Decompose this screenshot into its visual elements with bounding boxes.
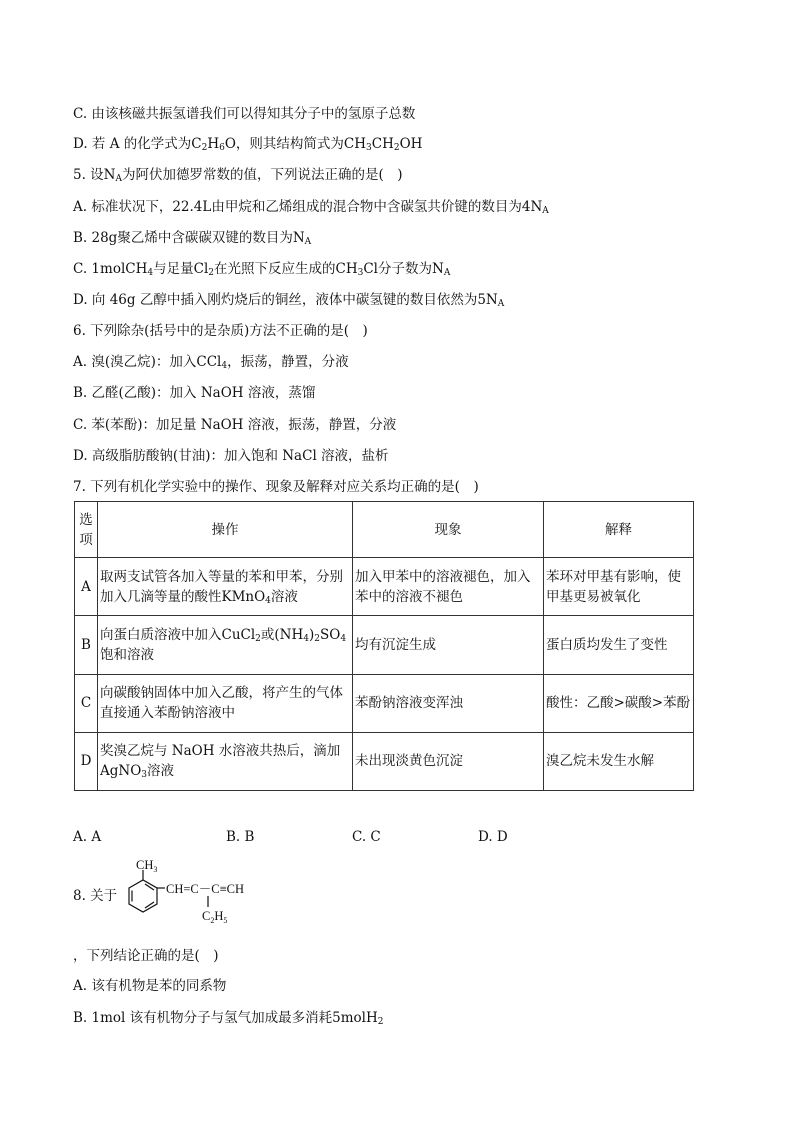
row-phenomenon: 加入甲苯中的溶液褪色，加入苯中的溶液不褪色 [353,558,544,616]
q6-stem: 6. 下列除杂(括号中的是杂质)方法不正确的是( ) [73,323,368,339]
q6-option-b: B. 乙醛(乙酸)：加入 NaOH 溶液，蒸馏 [73,385,316,401]
chain-label: CH=C－C≡CH [166,882,245,896]
header-operation: 操作 [98,502,353,558]
q5-option-c: C. 1molCH$_4$与足量$Cl_2$在光照下反应生成的$CH_3Cl$分子数为$N_A$ [73,261,451,278]
q6-option-a: A. 溴(溴乙烷)：加入CCl$_4$，振荡，静置，分液 [73,354,349,371]
row-explanation: 溴乙烷未发生水解 [544,732,694,790]
header-phenomenon: 现象 [353,502,544,558]
header-option: 选 项 [75,502,98,558]
q7-table [74,501,694,791]
q7-choice-d: D. D [478,829,508,845]
row-explanation: 酸性：乙酸>碳酸>苯酚 [544,674,694,732]
q4-option-c: C. 由该核磁共振氢谱我们可以得知其分子中的氢原子总数 [73,106,416,122]
q5-option-b: B. 28g聚乙烯中含碳碳双键的数目为$N_A$ [73,230,312,247]
q8-option-b: B. 1mol 该有机物分子与氢气加成最多消耗5molH$_2$ [73,1010,384,1027]
row-phenomenon: 均有沉淀生成 [353,616,544,674]
row-phenomenon: 苯酚钠溶液变浑浊 [353,674,544,732]
q7-choice-a: A. A [73,829,102,845]
q7-choice-c: C. C [352,829,381,845]
table-header-row [75,502,694,558]
q7-stem: 7. 下列有机化学实验中的操作、现象及解释对应关系均正确的是( ) [73,479,479,495]
c2h5-label: $C_2H_5$ [202,909,228,925]
q7-choice-b: B. B [226,829,255,845]
q5-option-a: A. 标准状况下，22.4L由甲烷和乙烯组成的混合物中含碳氢共价键的数目为$4N_A$ [73,199,549,216]
header-explanation: 解释 [544,502,694,558]
q5-stem: 5. 设$N_A$为阿伏加德罗常数的值，下列说法正确的是( ) [73,167,403,184]
q5-option-d: D. 向 46g 乙醇中插入刚灼烧后的铜丝，液体中碳氢键的数目依然为$5N_A$ [73,292,505,309]
table-row [75,616,694,674]
molecule-structure [110,858,280,930]
benzene-ring [129,880,157,912]
q6-option-c: C. 苯(苯酚)：加足量 NaOH 溶液，振荡，静置，分液 [73,417,397,433]
ch3-label: $CH_3$ [136,858,158,874]
row-operation: 奖溴乙烷与 NaOH 水溶液共热后，滴加AgNO$_3$溶液 [98,732,353,790]
q8-stem-prefix: 8. 关于 [73,888,118,904]
row-option: B [75,616,98,674]
row-option: C [75,674,98,732]
q8-option-a: A. 该有机物是苯的同系物 [73,978,227,994]
row-operation: 向蛋白质溶液中加入CuCl$_2$或$(NH_4)_2SO_4$ 饱和溶液 [98,616,353,674]
table-row [75,558,694,616]
q4-option-d: D. 若 A 的化学式为$C_2H_6O$，则其结构简式为$CH_3CH_2OH$ [73,136,423,153]
q8-stem: ，下列结论正确的是( ) [73,948,219,964]
table-row [75,674,694,732]
row-option: D [75,732,98,790]
row-operation: 取两支试管各加入等量的苯和甲苯，分别加入几滴等量的酸性KMnO$_4$溶液 [98,558,353,616]
row-option: A [75,558,98,616]
row-explanation: 蛋白质均发生了变性 [544,616,694,674]
row-explanation: 苯环对甲基有影响，使甲基更易被氧化 [544,558,694,616]
row-operation: 向碳酸钠固体中加入乙酸，将产生的气体直接通入苯酚钠溶液中 [98,674,353,732]
q6-option-d: D. 高级脂肪酸钠(甘油)：加入饱和 NaCl 溶液，盐析 [73,448,389,464]
row-phenomenon: 未出现淡黄色沉淀 [353,732,544,790]
table-row [75,732,694,790]
